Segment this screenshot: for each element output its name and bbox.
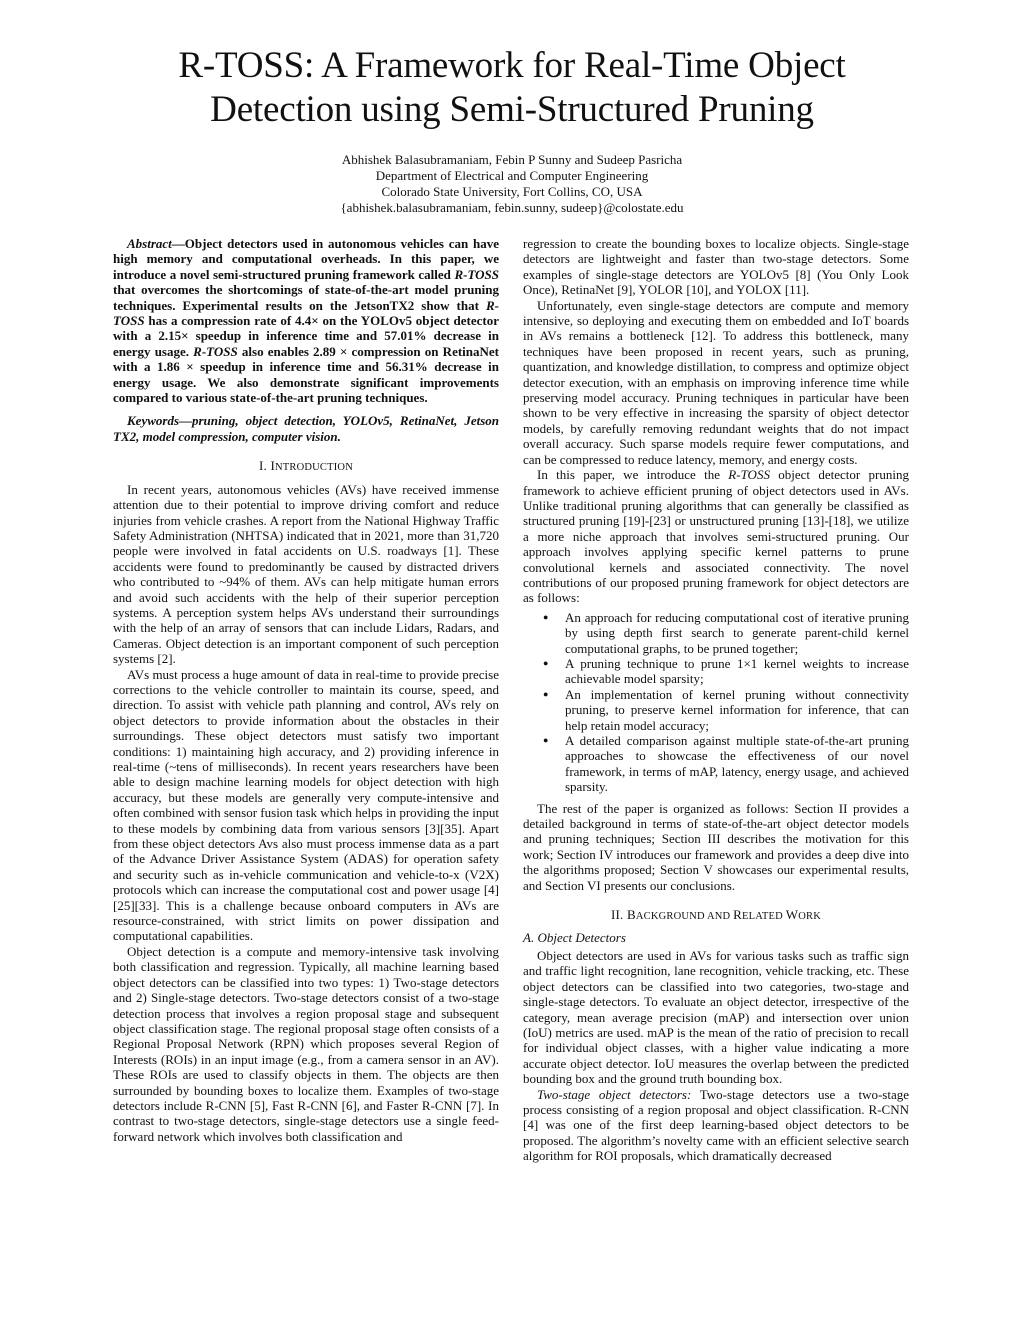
section-title-rest: ELATED — [742, 911, 786, 923]
section-title-rest: NTRODUCTION — [274, 462, 353, 474]
intro-paragraph-1: In recent years, autonomous vehicles (AVs) have received immense attention due to their potential to improve driving comfort and reduce injuries from vehicle crashes. A report from the National Highway Traffic Safety Administration (NHTSA) indicated that in 2021, more than 31,720 people were involved in fatal accidents on U.S. roadways [1]. These accidents were found to predominantly be caused by distracted drivers who contributed to ~94% of them. AVs can help mitigate human errors and avoid such accidents with the help of their superior perception systems. A perception system helps AVs understand their surroundings with the help of an array of sensors that can include Lidars, Radars, and Cameras. Object detection is an important component of such perception systems [2]. — [113, 481, 499, 667]
author-email: {abhishek.balasubramaniam, febin.sunny, sudeep}@colostate.edu — [340, 200, 684, 215]
abstract — [113, 236, 499, 405]
author-university: Colorado State University, Fort Collins, CO, USA — [381, 184, 643, 199]
list-item: ● An implementation of kernel pruning without connectivity pruning, to preserve kernel information for inference, that can help retain model accuracy; — [565, 687, 909, 733]
abstract-label: Abstract — [127, 236, 172, 251]
abstract-text-4: also enables 2.89 × compression on RetinaNet with a 1.86 × speedup in inference time and 56.31% decrease in energy usage. We also demonstrate significant improvements compared to various state-of-the-art pruning techniques. — [113, 343, 499, 406]
right-column — [523, 236, 909, 1164]
section-heading-background — [523, 907, 909, 924]
section-heading-introduction — [113, 458, 499, 475]
intro-p5-text-2: object detector pruning framework to achieve efficient pruning of object detectors used in AVs. Unlike traditional pruning algorithms that can generally be classified as structured pruning [19]-[23] or unstructured pruning [13]-[18], we utilize a more niche approach that involves semi-structured pruning. Our approach involves applying specific kernel patterns to prune convolutional kernels and associated connectivity. The novel contributions of our proposed pruning framework for object detectors are as follows: — [523, 467, 909, 606]
author-names: Abhishek Balasubramaniam, Febin P Sunny and Sudeep Pasricha — [341, 152, 683, 167]
intro-paragraph-3: Object detection is a compute and memory-intensive task involving both classification and regression. Typically, all machine learning based object detectors can be classified into two types: 1) Two-stage detectors and 2) Single-stage detectors. Two-stage detectors consist of a two-stage detection process that involves a region proposal stage and subsequent object classification stage. The regional proposal stage often consists of a Regional Proposal Network (RPN) which proposes several Region of Interests (ROIs) in an input image (e.g., from a camera sensor in an AV). These ROIs are used to classify objects in them. The objects are then surrounded by bounding boxes to localize them. Examples of two-stage detectors include R-CNN [5], Fast R-CNN [6], and Faster R-CNN [7]. In contrast to two-stage detectors, single-stage detectors use a single feed-forward network which involves both classification and — [113, 943, 499, 1144]
author-block — [0, 152, 1024, 216]
keywords-label: Keywords— — [127, 413, 192, 429]
intro-paragraph-4: Unfortunately, even single-stage detectors are compute and memory intensive, so deploying and executing them on embedded and IoT boards in AVs remains a bottleneck [12]. To address this bottleneck, many techniques have been proposed in recent years, such as pruning, quantization, and knowledge distillation, to compress and optimize object detector execution, with an emphasis on improving inference time while preserving model accuracy. Pruning techniques in particular have been shown to be very effective in increasing the sparsity of object detector models, by carefully removing redundant weights that do not impact overall accuracy. Such sparse models require fewer computations, and can be compressed to reduce latency, memory, and energy costs. — [523, 297, 909, 467]
background-paragraph-2 — [523, 1087, 909, 1164]
list-item: ● An approach for reducing computational cost of iterative pruning by using depth first search to generate parent-child kernel computational graphs, to be pruned together; — [565, 610, 909, 656]
section-title-rest: ACKGROUND AND — [635, 911, 734, 923]
list-item: ● A detailed comparison against multiple state-of-the-art pruning approaches to showcase the effectiveness of our novel framework, in terms of mAP, latency, energy usage, and achieved sparsity. — [565, 733, 909, 795]
abstract-text-1: Object detectors used in autonomous vehicles can have high memory and computational overheads. In this paper, we introduce a novel semi-structured pruning framework called — [113, 236, 499, 282]
title-line-2: Detection using Semi-Structured Pruning — [210, 89, 814, 130]
abstract-dash: — — [171, 236, 185, 251]
intro-paragraph-5 — [523, 467, 909, 606]
intro-framework-name: R-TOSS — [728, 467, 770, 483]
subsection-heading-object-detectors: A. Object Detectors — [523, 930, 626, 946]
title-line-1: R-TOSS: A Framework for Real-Time Object — [178, 45, 846, 86]
abstract-text-3: has a compression rate of 4.4× on the YOLOv5 object detector with a 2.15× speedup in inference time and 57.01% decrease in energy usage. — [113, 313, 499, 359]
section-number: II. — [611, 907, 627, 923]
contributions-list — [523, 610, 909, 795]
author-department: Department of Electrical and Computer Engineering — [375, 168, 649, 183]
keywords-text: pruning, object detection, YOLOv5, RetinaNet, Jetson TX2, model compression, computer vision. — [113, 413, 499, 444]
section-initial: I — [270, 458, 275, 474]
intro-paragraph-6: The rest of the paper is organized as follows: Section II provides a detailed background in terms of state-of-the-art object detector models and pruning techniques; Section III describes the motivation for this work; Section IV introduces our framework and provides a deep dive into the algorithms proposed; Section V showcases our experimental results, and Section VI presents our conclusions. — [523, 800, 909, 893]
intro-paragraph-3-continued: regression to create the bounding boxes to localize objects. Single-stage detectors are lightweight and faster than two-stage detectors. Some examples of single-stage detectors are YOLOv5 [8] (You Only Look Once), RetinaNet [9], YOLOR [10], and YOLOX [11]. — [523, 236, 909, 298]
keywords — [113, 413, 499, 444]
background-paragraph-1: Object detectors are used in AVs for various tasks such as traffic sign and traffic light recognition, lane recognition, vehicle tracking, etc. These object detectors can be classified into two categories, two-stage and single-stage detectors. To evaluate an object detector, irrespective of the category, mean average precision (mAP) and intersection over union (IoU) metrics are used. mAP is the mean of the ratio of precision to recall for individual object classes, with a higher value indicating a more accurate object detector. IoU measures the overlap between the predicted bounding box and the ground truth bounding box. — [523, 947, 909, 1087]
left-column — [113, 236, 499, 1144]
section-initial: B — [626, 907, 636, 923]
section-initial: R — [733, 907, 743, 923]
abstract-text-2: that overcomes the shortcomings of state-of-the-art model pruning techniques. Experimental results on the JetsonTX2 show that — [113, 282, 499, 313]
section-number: I. — [259, 458, 271, 474]
section-initial: W — [785, 907, 799, 923]
list-item: ● A pruning technique to prune 1×1 kernel weights to increase achievable model sparsity; — [565, 656, 909, 687]
intro-p5-text-1: In this paper, we introduce the — [537, 467, 729, 483]
background-paragraph-2-text: Two-stage detectors use a two-stage process consisting of a region proposal and object classification. R-CNN [4] was one of the first deep learning-based object detectors to be proposed. The algorithm’s novelty came with an efficient selective search algorithm for ROI proposals, which dramatically decreased — [523, 1086, 909, 1164]
abstract-framework-name: R-TOSS — [113, 297, 499, 329]
section-title-rest: ORK — [798, 911, 821, 923]
abstract-framework-name: R-TOSS — [454, 266, 499, 282]
two-stage-label: Two-stage object detectors: — [537, 1086, 692, 1102]
intro-paragraph-2: AVs must process a huge amount of data in real-time to provide precise corrections to the vehicle controller to maintain its course, speed, and direction. To assist with vehicle path planning and control, AVs rely on object detectors to provide information about the obstacles in their surroundings. These object detectors must satisfy two important conditions: 1) maintaining high accuracy, and 2) providing inference in real-time (~tens of milliseconds). In recent years researchers have been able to design machine learning models for object detection with high accuracy, but these models are generally very compute-intensive and often combined with sensor fusion task which helps in providing the input to these models by combining data from various sensors [3][35]. Apart from these object detectors Avs also must process immense data as a part of the Advance Driver Assistance System (ADAS) for operation safety and security such as in-vehicle communication and vehicle-to-x (V2X) protocols which can increase the computational cost and power usage [4][25][33]. This is a challenge because onboard computers in AVs are resource-constrained, with strict limits on power dissipation and computational capabilities. — [113, 666, 499, 944]
paper-title — [0, 44, 1024, 132]
abstract-framework-name: R-TOSS — [193, 343, 238, 359]
